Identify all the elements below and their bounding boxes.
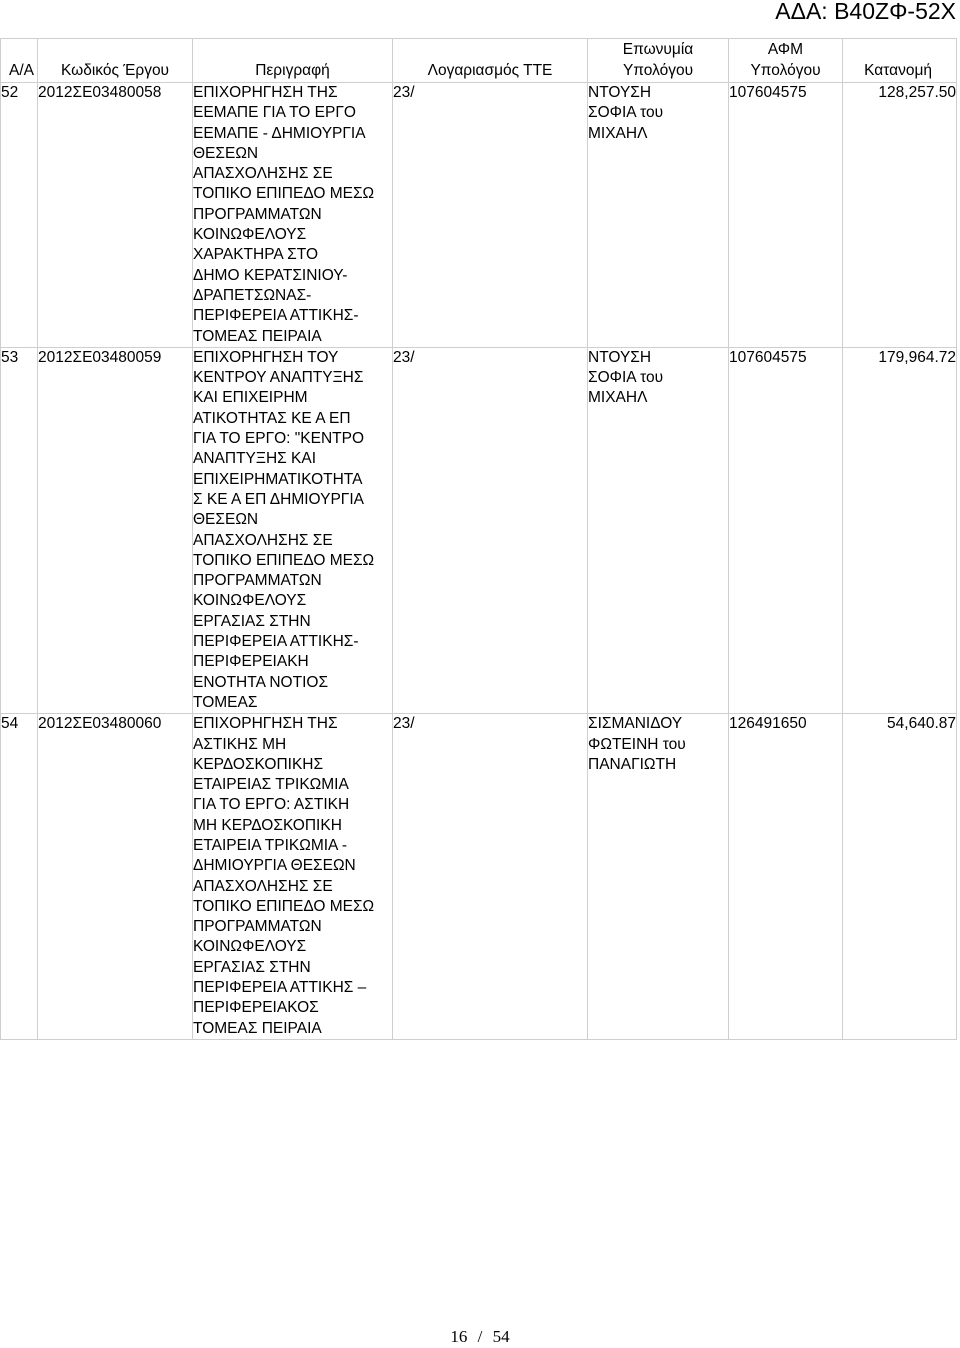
name-line: ΣΙΣΜΑΝΙΔΟΥ [588, 715, 683, 733]
accountable-afm: 107604575 [729, 83, 843, 348]
description-line: ΕΠΙΧΟΡΗΓΗΣΗ ΤΗΣ [193, 84, 338, 101]
row-aa: 52 [1, 83, 38, 348]
description-line: ΔΡΑΠΕΤΣΩΝΑΣ- [193, 286, 312, 304]
page-separator: / [477, 1327, 483, 1346]
table-header-row [1, 39, 957, 83]
table-row [1, 714, 957, 1040]
name-line: ΜΙΧΑΗΛ [588, 389, 648, 407]
description-line: ΑΝΑΠΤΥΞΗΣ ΚΑΙ [193, 450, 317, 468]
description-line: ΚΟΙΝΩΦΕΛΟΥΣ [193, 938, 307, 956]
project-code: 2012ΣΕ03480058 [38, 83, 193, 348]
description-line: ΠΕΡΙΦΕΡΕΙΑΚΟΣ [193, 999, 319, 1017]
project-code: 2012ΣΕ03480060 [38, 714, 193, 1040]
description-line: ΠΕΡΙΦΕΡΕΙΑΚΗ [193, 653, 309, 671]
account-code: 23/ [393, 714, 588, 1040]
description-line: ΤΟΠΙΚΟ ΕΠΙΠΕΔΟ ΜΕΣΩ [193, 897, 375, 915]
description-line: ΘΕΣΕΩΝ [193, 511, 259, 529]
header-description: Περιγραφή [193, 39, 393, 83]
description-line: ΤΟΜΕΑΣ ΠΕΙΡΑΙΑ [193, 1019, 322, 1037]
name-line: ΝΤΟΥΣΗ [588, 84, 652, 101]
accountable-afm: 126491650 [729, 714, 843, 1040]
description-line: ΘΕΣΕΩΝ [193, 144, 259, 162]
description-line: ΤΟΜΕΑΣ ΠΕΙΡΑΙΑ [193, 327, 322, 345]
description-line: ΕΠΙΧΕΙΡΗΜΑΤΙΚΟΤΗΤΑ [193, 470, 363, 488]
description-line: ΕΤΑΙΡΕΙΑΣ ΤΡΙΚΩΜΙΑ [193, 776, 349, 794]
accountable-afm: 107604575 [729, 347, 843, 713]
account-code: 23/ [393, 347, 588, 713]
description-line: ΔΗΜΟ ΚΕΡΑΤΣΙΝΙΟΥ- [193, 266, 348, 284]
page-current: 16 [450, 1327, 468, 1346]
description-line: ΑΠΑΣΧΟΛΗΣΗΣ ΣΕ [193, 165, 333, 183]
row-aa: 53 [1, 347, 38, 713]
header-name-line: Υπολόγου [622, 61, 694, 79]
description-line: ΕΠΙΧΟΡΗΓΗΣΗ ΤΗΣ [193, 715, 338, 733]
description-line: ΤΟΠΙΚΟ ΕΠΙΠΕΔΟ ΜΕΣΩ [193, 185, 375, 203]
description-line: ΠΕΡΙΦΕΡΕΙΑ ΑΤΤΙΚΗΣ – [193, 979, 367, 997]
project-description [193, 83, 393, 348]
description-line: ΑΤΙΚΟΤΗΤΑΣ ΚΕ Α ΕΠ [193, 409, 351, 427]
name-line: ΠΑΝΑΓΙΩΤΗ [588, 755, 677, 773]
description-line: ΚΟΙΝΩΦΕΛΟΥΣ [193, 592, 307, 610]
accountable-name [588, 347, 729, 713]
description-line: ΕΝΟΤΗΤΑ ΝΟΤΙΟΣ [193, 673, 329, 691]
name-line: ΜΙΧΑΗΛ [588, 124, 648, 142]
header-afm [729, 39, 843, 83]
header-account: Λογαριασμός ΤΤΕ [393, 39, 588, 83]
description-line: ΠΡΟΓΡΑΜΜΑΤΩΝ [193, 205, 322, 223]
allocation-amount: 179,964.72 [843, 347, 957, 713]
project-code: 2012ΣΕ03480059 [38, 347, 193, 713]
description-line: ΚΕΡΔΟΣΚΟΠΙΚΗΣ [193, 755, 324, 773]
description-line: ΔΗΜΙΟΥΡΓΙΑ ΘΕΣΕΩΝ [193, 857, 356, 875]
header-aa: Α/Α [1, 39, 38, 83]
description-line: ΠΕΡΙΦΕΡΕΙΑ ΑΤΤΙΚΗΣ- [193, 307, 359, 325]
ada-code: ΑΔΑ: Β40ΖΦ-52Χ [775, 0, 956, 24]
name-line: ΣΟΦΙΑ του [588, 369, 664, 387]
description-line: ΚΕΝΤΡΟΥ ΑΝΑΠΤΥΞΗΣ [193, 369, 364, 387]
project-description [193, 714, 393, 1040]
description-line: ΤΟΜΕΑΣ [193, 693, 258, 711]
header-name [588, 39, 729, 83]
header-afm-line: ΑΦΜ [767, 41, 804, 59]
description-line: ΤΟΠΙΚΟ ΕΠΙΠΕΔΟ ΜΕΣΩ [193, 551, 375, 569]
allocation-table [0, 38, 957, 1040]
description-line: ΚΟΙΝΩΦΕΛΟΥΣ [193, 226, 307, 244]
table-row [1, 83, 957, 348]
name-line: ΦΩΤΕΙΝΗ του [588, 735, 686, 753]
allocation-amount: 54,640.87 [843, 714, 957, 1040]
description-line: ΕΡΓΑΣΙΑΣ ΣΤΗΝ [193, 612, 311, 630]
description-line: ΑΣΤΙΚΗΣ ΜΗ [193, 735, 287, 753]
accountable-name [588, 83, 729, 348]
description-line: ΓΙΑ ΤΟ ΕΡΓΟ: ΑΣΤΙΚΗ [193, 796, 350, 814]
description-line: ΑΠΑΣΧΟΛΗΣΗΣ ΣΕ [193, 531, 333, 549]
name-line: ΝΤΟΥΣΗ [588, 348, 652, 366]
description-line: ΧΑΡΑΚΤΗΡΑ ΣΤΟ [193, 246, 319, 264]
header-name-line: Επωνυμία [622, 41, 694, 59]
account-code: 23/ [393, 83, 588, 348]
description-line: ΕΠΙΧΟΡΗΓΗΣΗ ΤΟΥ [193, 348, 339, 366]
description-line: ΑΠΑΣΧΟΛΗΣΗΣ ΣΕ [193, 877, 333, 895]
description-line: ΠΡΟΓΡΑΜΜΑΤΩΝ [193, 572, 322, 590]
description-line: ΕΤΑΙΡΕΙΑ ΤΡΙΚΩΜΙΑ - [193, 836, 348, 854]
description-line: Σ ΚΕ Α ΕΠ ΔΗΜΙΟΥΡΓΙΑ [193, 490, 364, 508]
header-afm-line: Υπολόγου [750, 61, 821, 79]
description-line: ΚΑΙ ΕΠΙΧΕΙΡΗΜ [193, 389, 308, 407]
table-row [1, 347, 957, 713]
header-code: Κωδικός Έργου [38, 39, 193, 83]
page-number [0, 1326, 960, 1348]
description-line: ΕΕΜΑΠΕ ΓΙΑ ΤΟ ΕΡΓΟ [193, 104, 356, 122]
description-line: ΓΙΑ ΤΟ ΕΡΓΟ: "ΚΕΝΤΡΟ [193, 430, 365, 448]
page-total: 54 [492, 1327, 510, 1346]
project-description [193, 347, 393, 713]
accountable-name [588, 714, 729, 1040]
description-line: ΕΕΜΑΠΕ - ΔΗΜΙΟΥΡΓΙΑ [193, 124, 366, 142]
row-aa: 54 [1, 714, 38, 1040]
description-line: ΜΗ ΚΕΡΔΟΣΚΟΠΙΚΗ [193, 816, 342, 834]
allocation-amount: 128,257.50 [843, 83, 957, 348]
description-line: ΕΡΓΑΣΙΑΣ ΣΤΗΝ [193, 958, 311, 976]
description-line: ΠΕΡΙΦΕΡΕΙΑ ΑΤΤΙΚΗΣ- [193, 633, 359, 651]
name-line: ΣΟΦΙΑ του [588, 104, 664, 122]
description-line: ΠΡΟΓΡΑΜΜΑΤΩΝ [193, 918, 322, 936]
header-amount: Κατανομή [843, 39, 957, 83]
